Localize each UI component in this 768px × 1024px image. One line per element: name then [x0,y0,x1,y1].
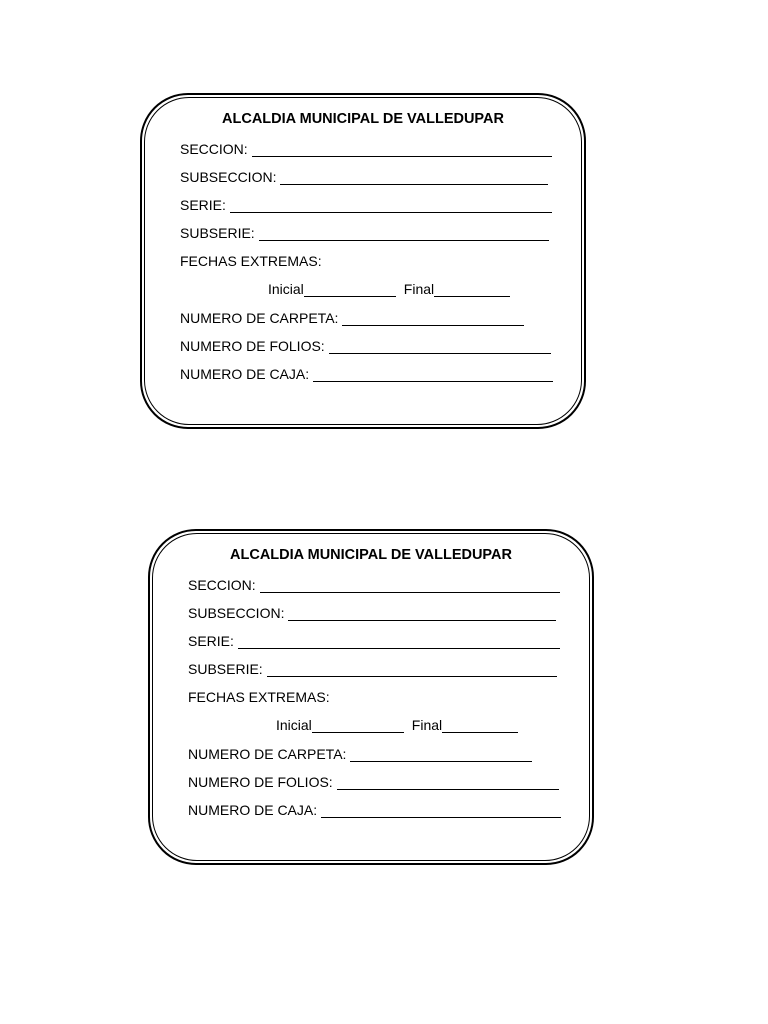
numero-carpeta-row [180,308,524,326]
numero-folios-label: NUMERO DE FOLIOS: [188,774,333,790]
inicial-field[interactable] [304,282,396,297]
final-label: Final [403,281,435,297]
seccion-row [180,139,552,157]
card-title: ALCALDIA MUNICIPAL DE VALLEDUPAR [230,547,512,563]
numero-folios-row [180,336,551,354]
fechas-extremas-label: FECHAS EXTREMAS: [180,253,322,269]
serie-label: SERIE: [188,633,234,649]
fechas-extremas-row [180,251,322,269]
inicial-label: Inicial [276,717,312,733]
seccion-field[interactable] [252,142,552,157]
subseccion-row [188,603,556,621]
numero-carpeta-field[interactable] [350,747,532,762]
fechas-extremas-row [188,687,330,705]
fechas-row [276,715,518,733]
final-field[interactable] [434,282,510,297]
numero-caja-row [188,800,561,818]
subseccion-field[interactable] [288,606,556,621]
subserie-label: SUBSERIE: [188,661,263,677]
numero-carpeta-label: NUMERO DE CARPETA: [180,310,339,326]
numero-carpeta-label: NUMERO DE CARPETA: [188,746,347,762]
serie-row [180,195,552,213]
numero-folios-field[interactable] [337,775,559,790]
serie-field[interactable] [230,198,552,213]
final-label: Final [411,717,443,733]
subserie-field[interactable] [267,662,557,677]
numero-folios-label: NUMERO DE FOLIOS: [180,338,325,354]
subserie-row [180,223,549,241]
subseccion-row [180,167,548,185]
numero-carpeta-row [188,744,532,762]
final-field[interactable] [442,718,518,733]
subserie-row [188,659,557,677]
numero-caja-field[interactable] [313,367,553,382]
numero-caja-field[interactable] [321,803,561,818]
seccion-label: SECCION: [180,141,248,157]
inicial-field[interactable] [312,718,404,733]
fechas-row [268,279,510,297]
numero-caja-label: NUMERO DE CAJA: [188,802,318,818]
numero-carpeta-field[interactable] [342,311,524,326]
numero-folios-field[interactable] [329,339,551,354]
fechas-extremas-label: FECHAS EXTREMAS: [188,689,330,705]
subseccion-label: SUBSECCION: [188,605,285,621]
seccion-field[interactable] [260,578,560,593]
numero-folios-row [188,772,559,790]
serie-row [188,631,560,649]
serie-field[interactable] [238,634,560,649]
subserie-field[interactable] [259,226,549,241]
card-title: ALCALDIA MUNICIPAL DE VALLEDUPAR [222,111,504,127]
numero-caja-label: NUMERO DE CAJA: [180,366,310,382]
subseccion-label: SUBSECCION: [180,169,277,185]
archive-label-card-2 [148,529,594,865]
inicial-label: Inicial [268,281,304,297]
subserie-label: SUBSERIE: [180,225,255,241]
seccion-row [188,575,560,593]
subseccion-field[interactable] [280,170,548,185]
numero-caja-row [180,364,553,382]
archive-label-card-1 [140,93,586,429]
serie-label: SERIE: [180,197,226,213]
seccion-label: SECCION: [188,577,256,593]
